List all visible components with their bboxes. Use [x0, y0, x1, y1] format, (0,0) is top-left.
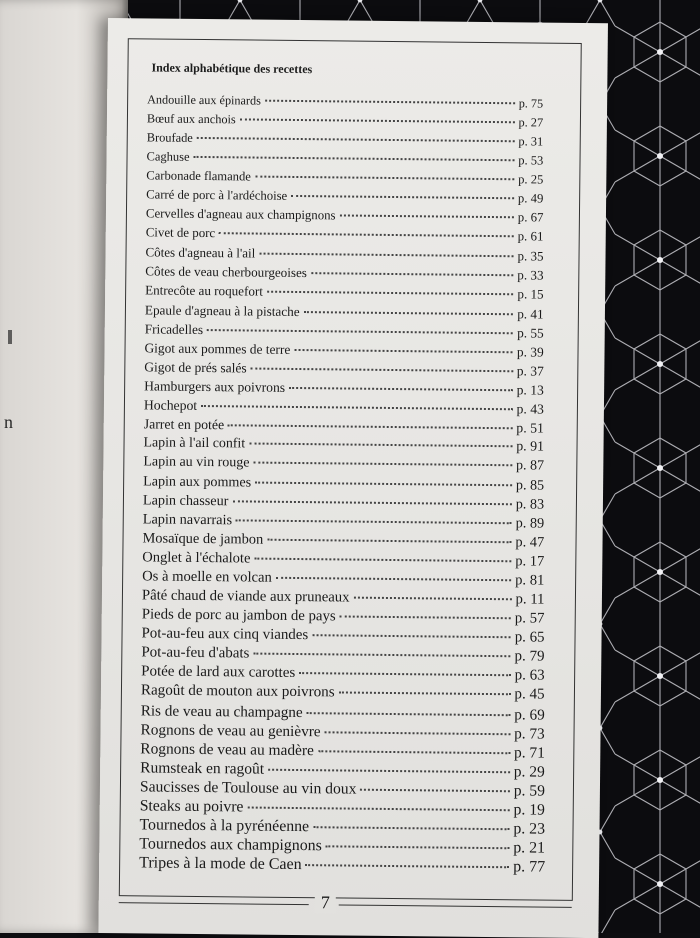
recipe-page-ref: p. 89: [515, 515, 545, 532]
recipe-page-ref: p. 71: [513, 743, 545, 762]
recipe-name: Civet de porc: [145, 225, 216, 241]
recipe-page-ref: p. 27: [518, 115, 544, 130]
recipe-name: Onglet à l'échalote: [142, 549, 251, 567]
recipe-page-ref: p. 31: [518, 134, 544, 149]
dot-leader: [307, 712, 511, 716]
dot-leader: [265, 100, 515, 105]
recipe-page-ref: p. 63: [514, 667, 545, 685]
index-title: Index alphabétique des recettes: [151, 60, 313, 77]
dot-leader: [340, 215, 514, 219]
recipe-page-ref: p. 45: [514, 686, 545, 704]
recipe-name: Lapin navarrais: [142, 511, 233, 529]
dot-leader: [249, 442, 512, 447]
recipe-name: Côtes de veau cherbourgeoises: [145, 263, 307, 281]
recipe-name: Saucisses de Toulouse au vin doux: [139, 778, 357, 798]
recipe-page-ref: p. 21: [513, 839, 546, 857]
recipe-page-ref: p. 61: [517, 229, 544, 244]
recipe-page-ref: p. 53: [518, 153, 544, 168]
dot-leader: [312, 634, 511, 638]
dot-leader: [219, 233, 513, 238]
recipe-page-ref: p. 57: [514, 610, 545, 627]
dot-leader: [255, 176, 514, 181]
recipe-page-ref: p. 39: [516, 343, 544, 360]
recipe-name: Fricadelles: [144, 320, 204, 337]
dot-leader: [259, 253, 513, 258]
recipe-page-ref: p. 81: [515, 572, 545, 589]
recipe-name: Bœuf aux anchois: [146, 111, 236, 127]
recipe-page-ref: p. 85: [515, 477, 545, 494]
recipe-page-ref: p. 11: [515, 591, 545, 608]
recipe-name: Carré de porc à l'ardéchoise: [146, 187, 288, 204]
recipe-page-ref: p. 55: [517, 324, 544, 341]
index-page: [98, 18, 608, 938]
recipe-page-ref: p. 69: [514, 705, 545, 724]
dot-leader: [291, 195, 514, 199]
recipe-page-ref: p. 33: [517, 267, 544, 283]
dot-leader: [232, 500, 511, 505]
dot-leader: [304, 311, 514, 315]
left-page-fragment: n: [4, 412, 13, 432]
recipe-name: Gigot aux pommes de terre: [144, 340, 291, 357]
recipe-page-ref: p. 59: [513, 781, 546, 800]
recipe-page-ref: p. 49: [517, 191, 544, 206]
dot-leader: [236, 519, 512, 524]
dot-leader: [240, 118, 515, 123]
recipe-name: Tournedos aux champignons: [139, 835, 322, 855]
recipe-name: Potée de lard aux carottes: [141, 663, 296, 682]
recipe-name: Tournedos à la pyrénéenne: [139, 816, 310, 835]
dot-leader: [267, 291, 514, 296]
recipe-name: Caghuse: [146, 149, 190, 165]
footer-rule-right: [339, 904, 572, 907]
recipe-name: Cervelles d'agneau aux champignons: [145, 206, 336, 223]
dot-leader: [360, 788, 509, 792]
recipe-page-ref: p. 15: [517, 286, 544, 303]
recipe-page-ref: p. 73: [514, 724, 545, 743]
recipe-name: Pot-au-feu d'abats: [141, 644, 250, 662]
index-entries: [139, 92, 557, 877]
recipe-name: Côtes d'agneau à l'ail: [145, 244, 256, 261]
recipe-page-ref: p. 23: [513, 820, 546, 838]
recipe-name: Carbonade flamande: [146, 168, 251, 184]
dot-leader: [313, 826, 509, 830]
dot-leader: [194, 156, 515, 161]
dot-leader: [311, 273, 513, 277]
dot-leader: [339, 692, 511, 696]
left-page-mark: [8, 330, 12, 344]
dot-leader: [255, 482, 512, 487]
dot-leader: [276, 577, 511, 581]
recipe-name: Ragoût de mouton aux poivrons: [140, 682, 335, 701]
recipe-page-ref: p. 75: [518, 96, 544, 111]
recipe-name: Jarret en potée: [143, 416, 225, 433]
recipe-page-ref: p. 83: [515, 496, 545, 513]
dot-leader: [197, 137, 515, 142]
recipe-name: Pieds de porc au jambon de pays: [141, 606, 336, 625]
recipe-name: Rumsteak en ragoût: [140, 759, 265, 778]
recipe-name: Gigot de prés salés: [144, 359, 247, 376]
recipe-name: Lapin chasseur: [142, 492, 229, 510]
recipe-page-ref: p. 25: [518, 172, 544, 187]
recipe-page-ref: p. 47: [515, 534, 545, 551]
recipe-page-ref: p. 29: [513, 762, 545, 781]
recipe-page-ref: p. 13: [516, 382, 544, 398]
dot-leader: [289, 387, 513, 391]
page-number: 7: [315, 892, 336, 913]
recipe-page-ref: p. 91: [516, 439, 545, 455]
dot-leader: [251, 367, 513, 372]
dot-leader: [254, 558, 511, 563]
recipe-page-ref: p. 67: [517, 210, 544, 225]
dot-leader: [325, 731, 511, 735]
dot-leader: [326, 845, 509, 849]
recipe-name: Rognons de veau au madère: [140, 739, 314, 759]
recipe-page-ref: p. 43: [516, 401, 545, 417]
recipe-name: Andouille aux épinards: [147, 92, 261, 108]
recipe-page-ref: p. 41: [517, 305, 544, 322]
dot-leader: [253, 461, 512, 466]
recipe-page-ref: p. 19: [513, 801, 546, 819]
recipe-name: Lapin à l'ail confit: [143, 435, 246, 452]
recipe-name: Rognons de veau au genièvre: [140, 720, 321, 740]
dot-leader: [294, 349, 513, 353]
dot-leader: [253, 653, 510, 658]
recipe-name: Entrecôte au roquefort: [145, 282, 264, 300]
recipe-name: Pot-au-feu aux cinq viandes: [141, 625, 309, 644]
dot-leader: [299, 672, 510, 676]
recipe-name: Epaule d'agneau à la pistache: [144, 301, 300, 319]
recipe-page-ref: p. 79: [514, 648, 545, 665]
recipe-name: Pâté chaud de viande aux pruneaux: [141, 587, 350, 606]
dot-leader: [340, 616, 511, 620]
recipe-name: Steaks au poivre: [139, 797, 244, 816]
recipe-name: Hamburgers aux poivrons: [144, 378, 286, 395]
dot-leader: [247, 806, 509, 811]
recipe-page-ref: p. 77: [513, 858, 546, 876]
dot-leader: [228, 424, 512, 429]
recipe-page-ref: p. 37: [516, 362, 544, 379]
recipe-page-ref: p. 17: [515, 553, 545, 570]
dot-leader: [201, 405, 512, 410]
recipe-name: Lapin au vin rouge: [143, 454, 250, 471]
recipe-name: Hochepot: [143, 397, 198, 413]
dot-leader: [306, 864, 510, 868]
dot-leader: [267, 539, 511, 544]
recipe-name: Mosaïque de jambon: [142, 530, 264, 548]
recipe-name: Lapin aux pommes: [143, 473, 252, 491]
dot-leader: [207, 329, 513, 334]
dot-leader: [354, 597, 512, 601]
recipe-page-ref: p. 51: [516, 420, 545, 436]
recipe-name: Ris de veau au champagne: [140, 701, 303, 721]
dot-leader: [318, 750, 510, 754]
recipe-page-ref: p. 87: [515, 458, 545, 474]
recipe-name: Os à moelle en volcan: [142, 568, 272, 586]
recipe-name: Tripes à la mode de Caen: [139, 854, 302, 873]
dot-leader: [268, 768, 510, 773]
recipe-page-ref: p. 35: [517, 248, 544, 264]
recipe-page-ref: p. 65: [514, 629, 545, 646]
recipe-name: Broufade: [146, 130, 193, 145]
footer-rule-left: [119, 902, 309, 905]
